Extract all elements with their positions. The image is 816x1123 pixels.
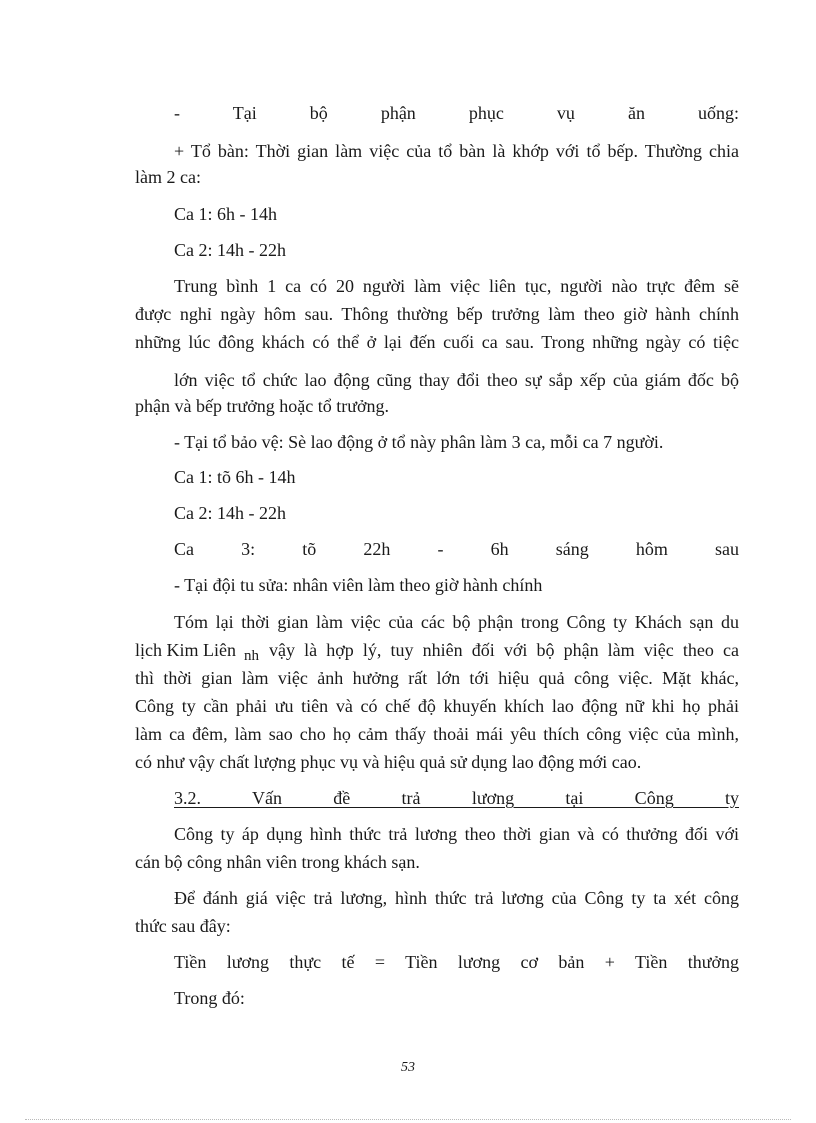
text-line: Ca 2: 14h - 22h — [174, 503, 286, 523]
text-fragment: lịch Kim Liên — [135, 640, 236, 660]
text-line: Trung bình 1 ca có 20 người làm việc liên tục, người nào trực đêm sẽ — [174, 276, 739, 296]
section-heading: 3.2. Vấn đề trả lương tại Công ty — [174, 788, 739, 808]
formula-line: Tiền lương thực tế = Tiền lương cơ bản + Tiền thưởng — [174, 952, 739, 972]
page-number: 53 — [401, 1060, 415, 1075]
subscript-fragment: nh — [243, 648, 259, 664]
bottom-dotted-rule — [25, 1119, 791, 1120]
text-line: phận và bếp trưởng hoặc tổ trưởng. — [135, 396, 389, 416]
text-line: - Tại tổ bảo vệ: Sè lao động ở tổ này phân làm 3 ca, mỗi ca 7 người. — [174, 432, 664, 452]
text-line: Ca 1: tõ 6h - 14h — [174, 467, 296, 487]
text-line: có như vậy chất lượng phục vụ và hiệu quả sử dụng lao động mới cao. — [135, 752, 642, 772]
text-line: thì thời gian làm việc ảnh hưởng rất lớn tới hiệu quả công việc. Mặt khác, — [135, 668, 739, 688]
text-line: Trong đó: — [174, 988, 245, 1008]
text-line: Tóm lại thời gian làm việc của các bộ phận trong Công ty Khách sạn du — [174, 612, 739, 632]
text-line: Để đánh giá việc trả lương, hình thức trả lương của Công ty ta xét công — [174, 888, 739, 908]
text-line: Công ty cần phải ưu tiên và có chế độ khuyến khích lao động nữ khi họ phải — [135, 696, 739, 716]
text-line: làm 2 ca: — [135, 167, 201, 187]
text-line: Công ty áp dụng hình thức trả lương theo thời gian và có thưởng đối với — [174, 824, 739, 844]
text-line: Ca 2: 14h - 22h — [174, 240, 286, 260]
text-line: làm ca đêm, làm sao cho họ cảm thấy thoải mái yêu thích công việc của mình, — [135, 724, 739, 744]
text-line: - Tại bộ phận phục vụ ăn uống: — [174, 103, 739, 123]
text-line: những lúc đông khách có thể ở lại đến cuối ca sau. Trong những ngày có tiệc — [135, 332, 739, 352]
text-line: + Tổ bàn: Thời gian làm việc của tổ bàn là khớp với tổ bếp. Thường chia — [174, 141, 739, 161]
text-line: được nghỉ ngày hôm sau. Thông thường bếp trưởng làm theo giờ hành chính — [135, 304, 739, 324]
text-line: cán bộ công nhân viên trong khách sạn. — [135, 852, 420, 872]
text-line: Ca 1: 6h - 14h — [174, 204, 277, 224]
text-line: thức sau đây: — [135, 916, 231, 936]
text-fragment: vậy là hợp lý, tuy nhiên đối với bộ phận làm việc theo ca — [268, 640, 739, 660]
text-line: - Tại đội tu sửa: nhân viên làm theo giờ hành chính — [174, 575, 543, 595]
text-line: Ca 3: tõ 22h - 6h sáng hôm sau — [174, 539, 739, 559]
text-line-with-subscript — [0, 639, 739, 663]
text-line: lớn việc tổ chức lao động cũng thay đổi theo sự sắp xếp của giám đốc bộ — [174, 370, 739, 390]
